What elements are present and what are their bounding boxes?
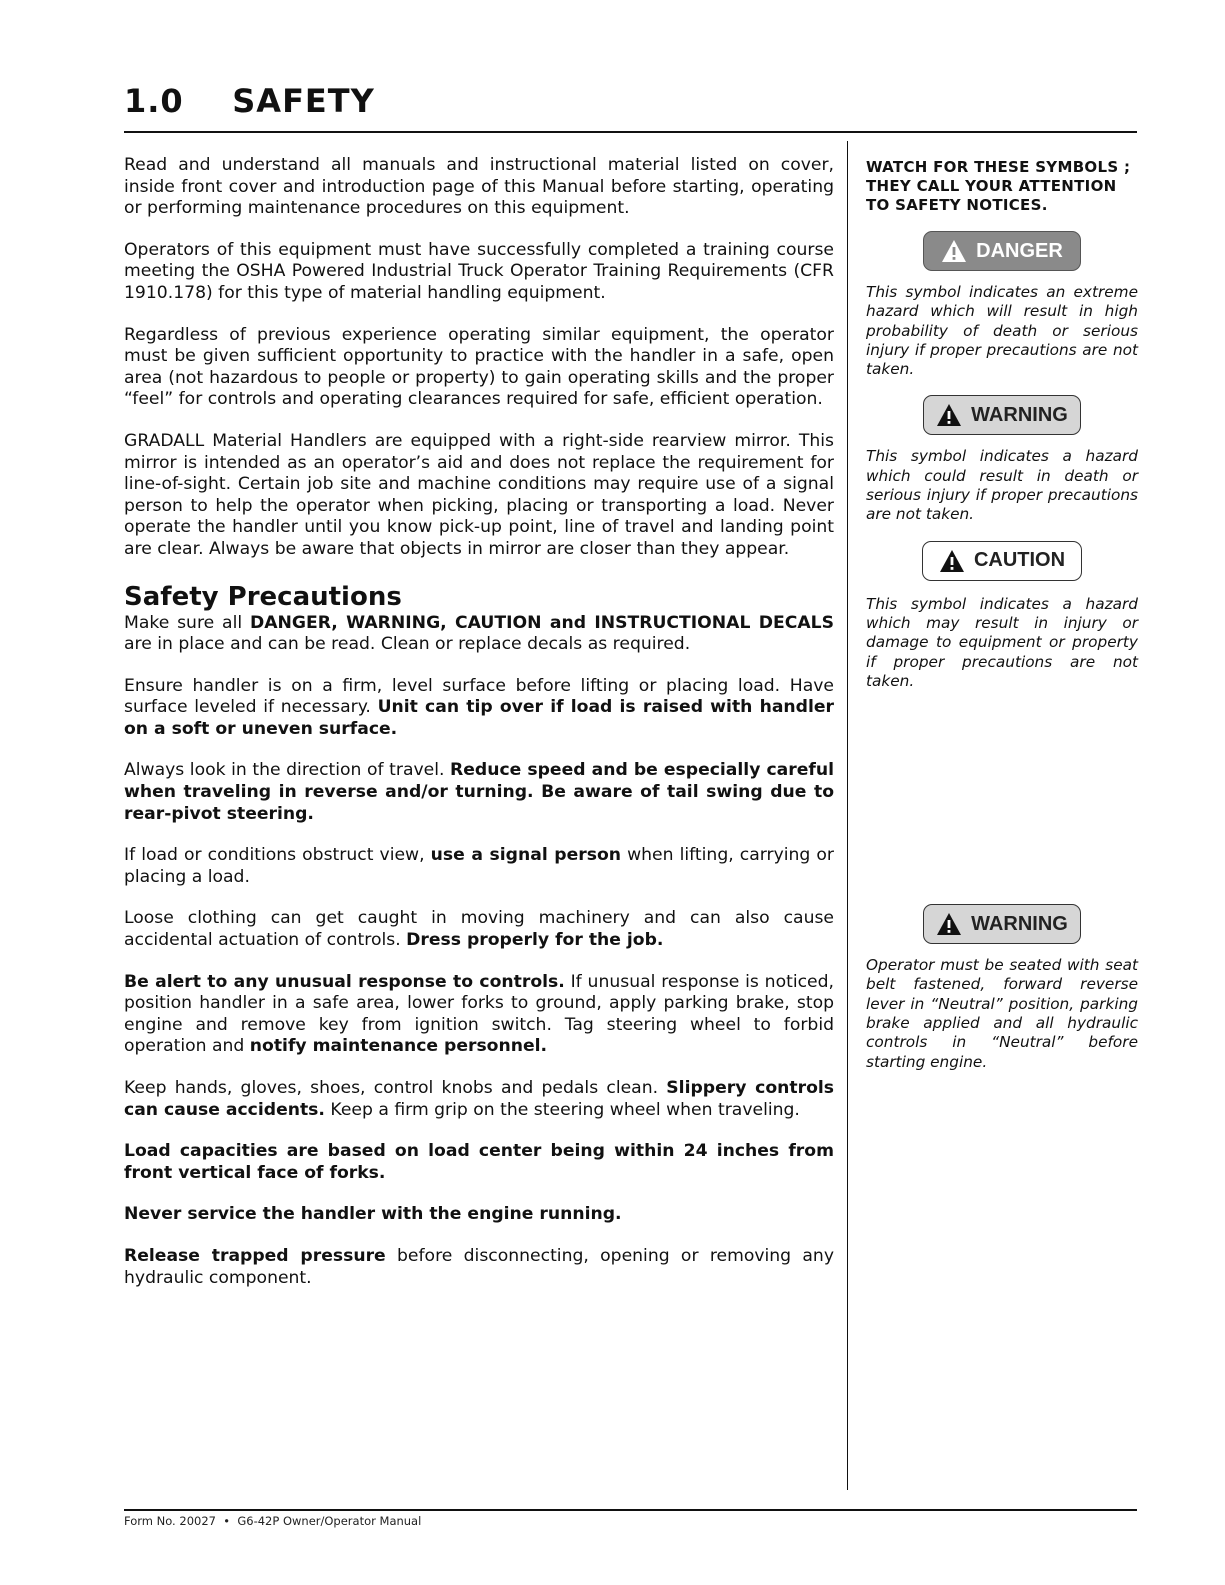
intro-paragraph: Operators of this equipment must have successfully completed a training course meeting the OSHA Powered Industrial Truck Operator Training Requirements (CFR 1910.178) for this type of material handling equipment. xyxy=(124,239,834,303)
precaution-paragraph: Be alert to any unusual response to controls. If unusual response is noticed, position handler in a safe area, lower forks to ground, apply parking brake, stop engine and remove key from ignition switch. Tag steering wheel to forbid operation and notify maintenance personnel. xyxy=(124,971,834,1057)
precaution-paragraph: Loose clothing can get caught in moving machinery and can also cause accidental actuation of controls. Dress properly for the job. xyxy=(124,908,834,951)
precaution-paragraph: Never service the handler with the engine running. xyxy=(124,1204,622,1225)
warning-badge xyxy=(923,395,1081,435)
intro-paragraph: Regardless of previous experience operating similar equipment, the operator must be given sufficient opportunity to practice with the handler in a safe, open area (not hazardous to people or property) to gain operating skills and the proper “feel” for controls and operating clearances required for safe, efficient operation. xyxy=(124,324,834,410)
warning-label: WARNING xyxy=(971,403,1068,426)
warning-triangle-icon xyxy=(936,403,962,427)
precaution-paragraph: Keep hands, gloves, shoes, control knobs and pedals clean. Slippery controls can cause accidents. Keep a firm grip on the steering wheel when traveling. xyxy=(124,1078,834,1120)
warning-triangle-icon xyxy=(939,549,965,573)
danger-label: DANGER xyxy=(976,239,1063,262)
title-divider xyxy=(124,131,1137,133)
warning-triangle-icon xyxy=(941,239,967,263)
precaution-paragraph: Always look in the direction of travel. Reduce speed and be especially careful when traveling in reverse and/or turning. Be aware of tail swing due to rear-pivot steering. xyxy=(124,760,834,824)
intro-paragraph: GRADALL Material Handlers are equipped with a right-side rearview mirror. This mirror is intended as an operator’s aid and does not replace the requirement for line-of-sight. Certain job site and machine conditions may require use of a signal person to help the operator when picking, placing or transporting a load. Never operate the handler until you know pick-up point, line of travel and landing point are clear. Always be aware that objects in mirror are closer than they appear. xyxy=(124,430,834,559)
warning-description: This symbol indicates a hazard which could result in death or serious injury if proper precautions are not taken. xyxy=(866,447,1138,524)
seat-belt-warning-description: Operator must be seated with seat belt fastened, forward reverse lever in “Neutral” position, parking brake applied and all hydraulic controls in “Neutral” before starting engine. xyxy=(866,956,1138,1071)
warning-triangle-icon xyxy=(936,912,962,936)
footer-divider xyxy=(124,1509,1137,1511)
caution-description: This symbol indicates a hazard which may result in injury or damage to equipment or property if proper precautions are not taken. xyxy=(866,594,1138,690)
warning-label: WARNING xyxy=(971,912,1068,935)
danger-badge xyxy=(923,231,1081,271)
precaution-paragraph: Load capacities are based on load center being within 24 inches from front vertical face of forks. xyxy=(124,1141,834,1183)
footer-text: Form No. 20027 • G6-42P Owner/Operator Manual xyxy=(124,1514,422,1528)
safety-symbols-sidebar xyxy=(866,158,1138,1072)
sidebar-heading: WATCH FOR THESE SYMBOLS ; THEY CALL YOUR ATTENTION TO SAFETY NOTICES. xyxy=(866,158,1131,214)
page-title: 1.0 SAFETY xyxy=(124,82,375,120)
precaution-paragraph: Ensure handler is on a firm, level surface before lifting or placing load. Have surface leveled if necessary. Unit can tip over if load is raised with handler on a soft or uneven surface. xyxy=(124,675,834,739)
intro-paragraph: Read and understand all manuals and instructional material listed on cover, inside front cover and introduction page of this Manual before starting, operating or performing maintenance procedures on this equipment. xyxy=(124,155,834,219)
seat-belt-warning-badge xyxy=(923,904,1081,944)
precaution-paragraph: Release trapped pressure before disconnecting, opening or removing any hydraulic component. xyxy=(124,1245,834,1288)
column-divider xyxy=(847,141,848,1490)
danger-description: This symbol indicates an extreme hazard which will result in high probability of death or serious injury if proper precautions are not taken. xyxy=(866,283,1138,379)
caution-label: CAUTION xyxy=(973,549,1066,572)
section-heading: Safety Precautions xyxy=(124,581,402,612)
main-column xyxy=(124,155,834,1309)
caution-badge xyxy=(922,541,1082,581)
precaution-paragraph: Make sure all DANGER, WARNING, CAUTION and INSTRUCTIONAL DECALS are in place and can be read. Clean or replace decals as required. xyxy=(124,612,834,655)
precaution-paragraph: If load or conditions obstruct view, use a signal person when lifting, carrying or placing a load. xyxy=(124,845,834,887)
